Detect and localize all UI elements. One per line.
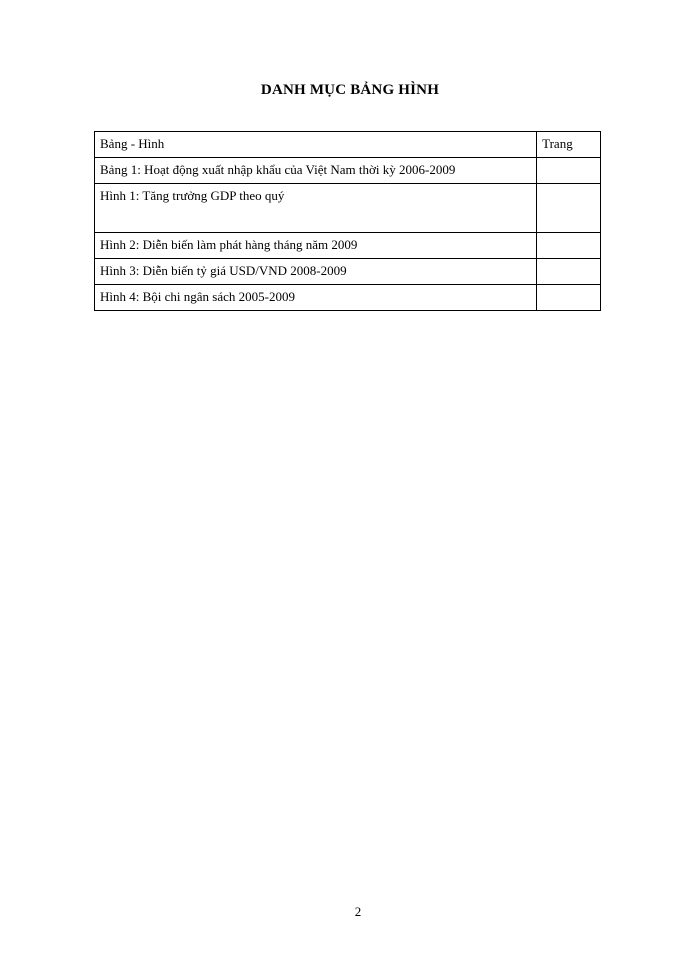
list-of-figures-table xyxy=(94,131,601,311)
header-title-cell: Bảng - Hình xyxy=(95,132,537,158)
table-row xyxy=(95,184,601,233)
header-page-cell: Trang xyxy=(537,132,601,158)
entry-title-cell: Hình 1: Tăng trưởng GDP theo quý xyxy=(95,184,537,233)
page-title: DANH MỤC BẢNG HÌNH xyxy=(260,82,440,98)
entry-title-cell: Bảng 1: Hoạt động xuất nhập khẩu của Việt Nam thời kỳ 2006-2009 xyxy=(95,158,537,184)
table-row xyxy=(95,233,601,259)
table-row xyxy=(95,158,601,184)
entry-title-cell: Hình 2: Diễn biến làm phát hàng tháng năm 2009 xyxy=(95,233,537,259)
entry-page-cell xyxy=(537,259,601,285)
entry-page-cell xyxy=(537,285,601,311)
entry-page-cell xyxy=(537,184,601,233)
table-header-row xyxy=(95,132,601,158)
entry-title-cell: Hình 4: Bội chi ngân sách 2005-2009 xyxy=(95,285,537,311)
table-row xyxy=(95,259,601,285)
table-row xyxy=(95,285,601,311)
page-number: 2 xyxy=(354,904,362,919)
entry-page-cell xyxy=(537,158,601,184)
entry-page-cell xyxy=(537,233,601,259)
entry-title-cell: Hình 3: Diễn biến tỷ giá USD/VND 2008-2009 xyxy=(95,259,537,285)
